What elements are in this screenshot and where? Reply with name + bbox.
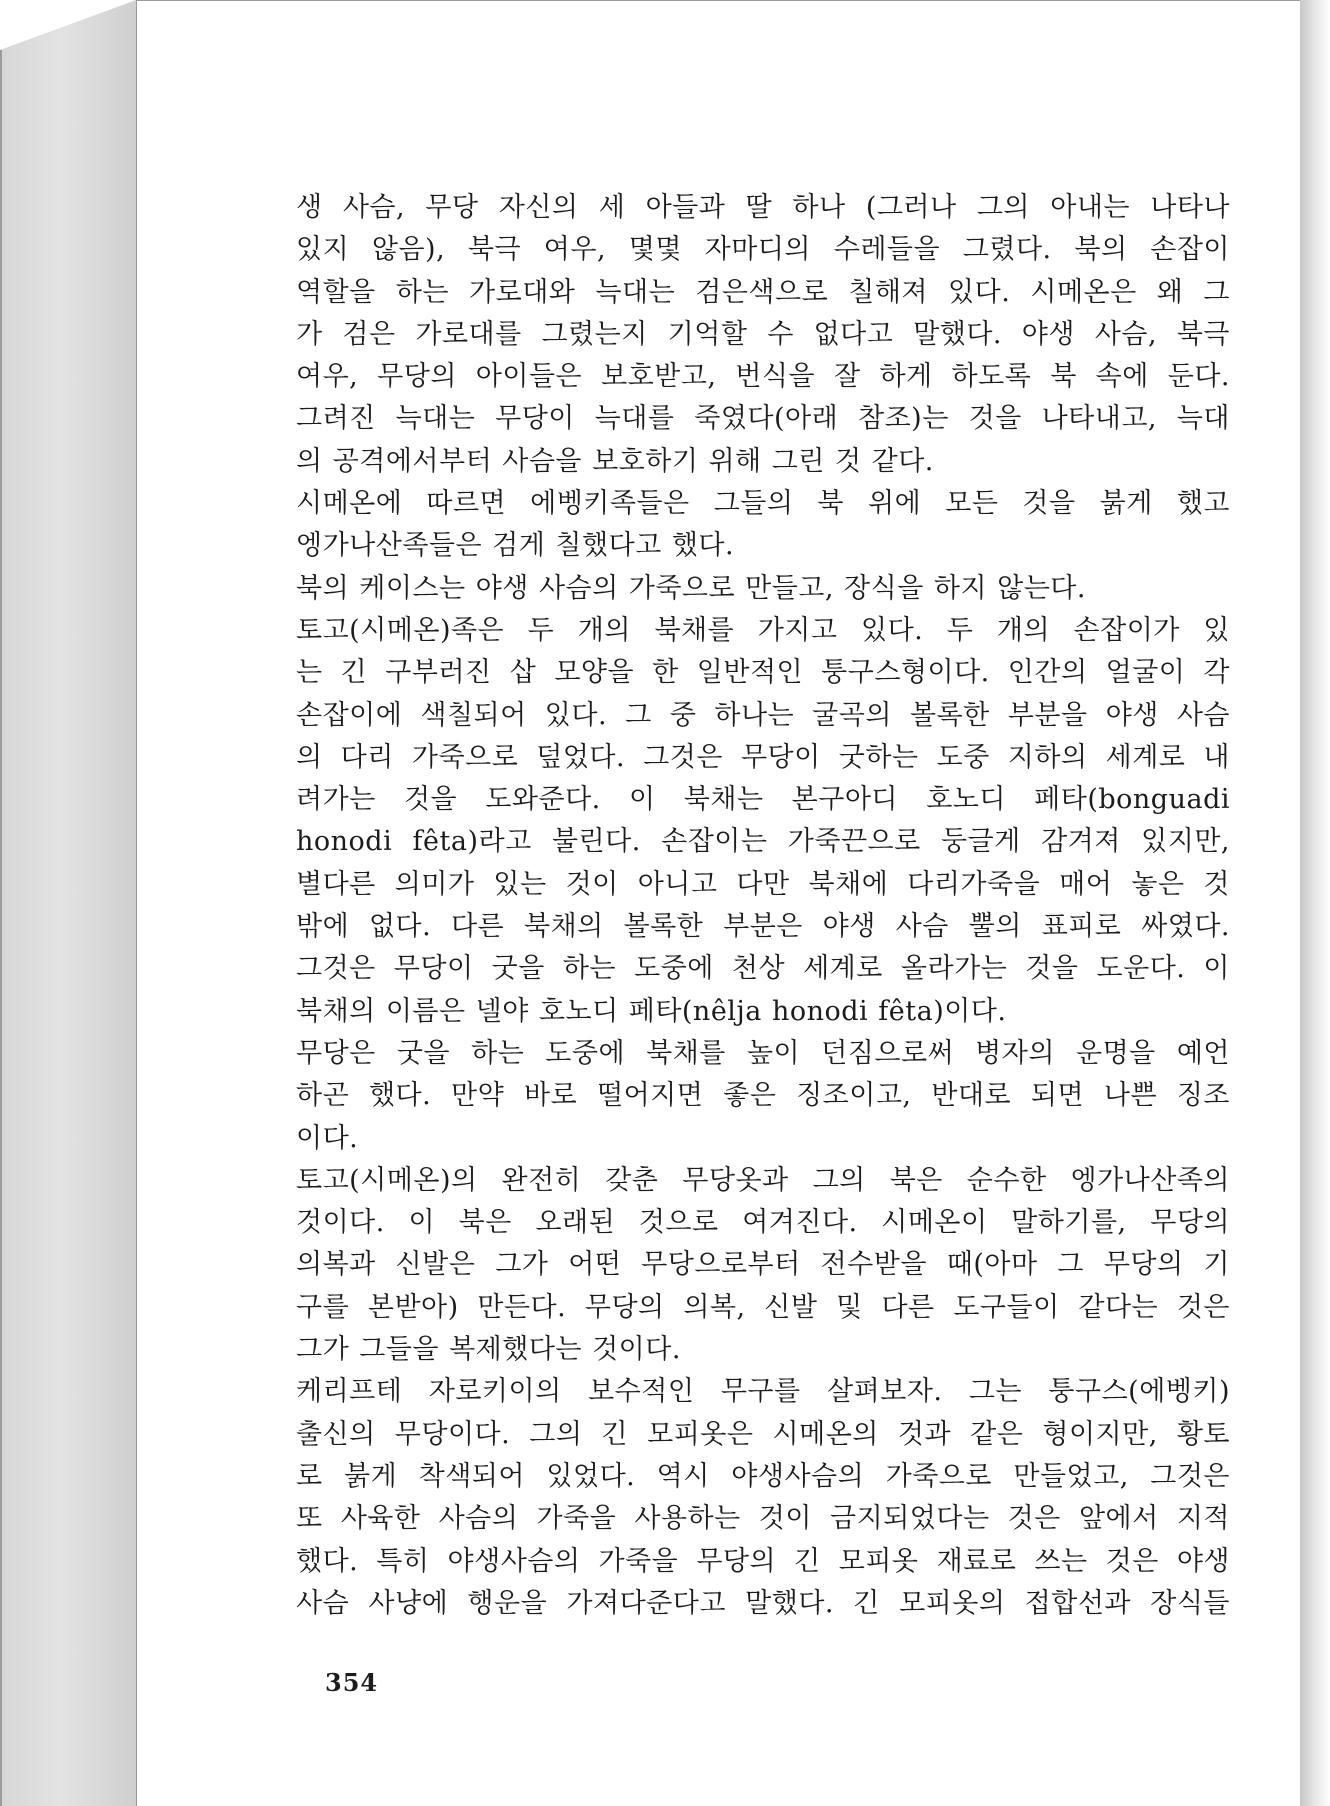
text-line: 생 사슴, 무당 자신의 세 아들과 딸 하나 (그러나 그의 아내는 나타나 — [296, 192, 1230, 223]
text-line: 여우, 무당의 아이들은 보호받고, 번식을 잘 하게 하도록 북 속에 둔다. — [296, 361, 1230, 393]
text-line: 의복과 신발은 그가 어떤 무당으로부터 전수받을 때(아마 그 무당의 기 — [296, 1249, 1230, 1281]
text-line: 케리프테 자로키이의 보수적인 무구를 살펴보자. 그는 퉁구스(에벵키) — [296, 1376, 1230, 1408]
text-line: 의 다리 가죽으로 덮었다. 그것은 무당이 굿하는 도중 지하의 세계로 내 — [296, 741, 1230, 773]
text-line: 로 붉게 착색되어 있었다. 역시 야생사슴의 가죽으로 만들었고, 그것은 — [296, 1460, 1230, 1492]
text-line: 이다. — [296, 1122, 359, 1154]
text-line: 것이다. 이 북은 오래된 것으로 여겨진다. 시메온이 말하기를, 무당의 — [296, 1207, 1230, 1239]
page-number: 354 — [325, 1668, 379, 1697]
text-line: 그것은 무당이 굿을 하는 도중에 천상 세계로 올라가는 것을 도운다. 이 — [296, 953, 1230, 985]
text-line: honodi fêta)라고 불린다. 손잡이는 가죽끈으로 둥글게 감겨져 있지만, — [296, 826, 1230, 858]
text-line: 역할을 하는 가로대와 늑대는 검은색으로 칠해져 있다. 시메온은 왜 그 — [296, 276, 1230, 308]
text-line: 별다른 의미가 있는 것이 아니고 다만 북채에 다리가죽을 매어 놓은 것 — [296, 868, 1230, 900]
text-line: 시메온에 따르면 에벵키족들은 그들의 북 위에 모든 것을 붉게 했고 — [296, 488, 1230, 520]
text-line: 밖에 없다. 다른 북채의 볼록한 부분은 야생 사슴 뿔의 표피로 싸였다. — [296, 911, 1230, 943]
text-line: 가 검은 가로대를 그렸는지 기억할 수 없다고 말했다. 야생 사슴, 북극 — [296, 318, 1230, 350]
text-line: 손잡이에 색칠되어 있다. 그 중 하나는 굴곡의 볼록한 부분을 야생 사슴 — [296, 699, 1230, 731]
text-line: 엥가나산족들은 검게 칠했다고 했다. — [296, 530, 735, 562]
text-line: 사슴 사냥에 행운을 가져다준다고 말했다. 긴 모피옷의 접합선과 장식들 — [296, 1587, 1230, 1619]
text-line: 있지 않음), 북극 여우, 몇몇 자마디의 수레들을 그렸다. 북의 손잡이 — [296, 234, 1230, 266]
text-line: 하곤 했다. 만약 바로 떨어지면 좋은 징조이고, 반대로 되면 나쁜 징조 — [296, 1080, 1230, 1112]
text-line: 그가 그들을 복제했다는 것이다. — [296, 1334, 681, 1366]
book-spine — [0, 0, 136, 1806]
text-line: 그려진 늑대는 무당이 늑대를 죽였다(아래 참조)는 것을 나타내고, 늑대 — [296, 403, 1230, 435]
text-line: 또 사육한 사슴의 가죽을 사용하는 것이 금지되었다는 것은 앞에서 지적 — [296, 1503, 1230, 1535]
text-line: 구를 본받아) 만든다. 무당의 의복, 신발 및 다른 도구들이 같다는 것은 — [296, 1291, 1230, 1323]
text-line: 무당은 굿을 하는 도중에 북채를 높이 던짐으로써 병자의 운명을 예언 — [296, 1037, 1230, 1069]
text-line: 했다. 특히 야생사슴의 가죽을 무당의 긴 모피옷 재료로 쓰는 것은 야생 — [296, 1545, 1230, 1577]
page-shadow — [1300, 0, 1330, 1806]
text-line: 출신의 무당이다. 그의 긴 모피옷은 시메온의 것과 같은 형이지만, 황토 — [296, 1418, 1230, 1450]
text-line: 토고(시메온)의 완전히 갖춘 무당옷과 그의 북은 순수한 엥가나산족의 — [296, 1164, 1230, 1196]
text-line: 북채의 이름은 넬야 호노디 페타(nêlja honodi fêta)이다. — [296, 995, 1007, 1027]
text-line: 토고(시메온)족은 두 개의 북채를 가지고 있다. 두 개의 손잡이가 있 — [296, 614, 1230, 646]
body-text — [296, 187, 1230, 1625]
text-line: 북의 케이스는 야생 사슴의 가죽으로 만들고, 장식을 하지 않는다. — [296, 572, 1086, 604]
text-line: 는 긴 구부러진 삽 모양을 한 일반적인 퉁구스형이다. 인간의 얼굴이 각 — [296, 657, 1230, 689]
book-spine-edge — [0, 50, 2, 1806]
text-line: 의 공격에서부터 사슴을 보호하기 위해 그린 것 같다. — [296, 445, 934, 477]
text-line: 려가는 것을 도와준다. 이 북채는 본구아디 호노디 페타(bonguadi — [296, 784, 1230, 816]
